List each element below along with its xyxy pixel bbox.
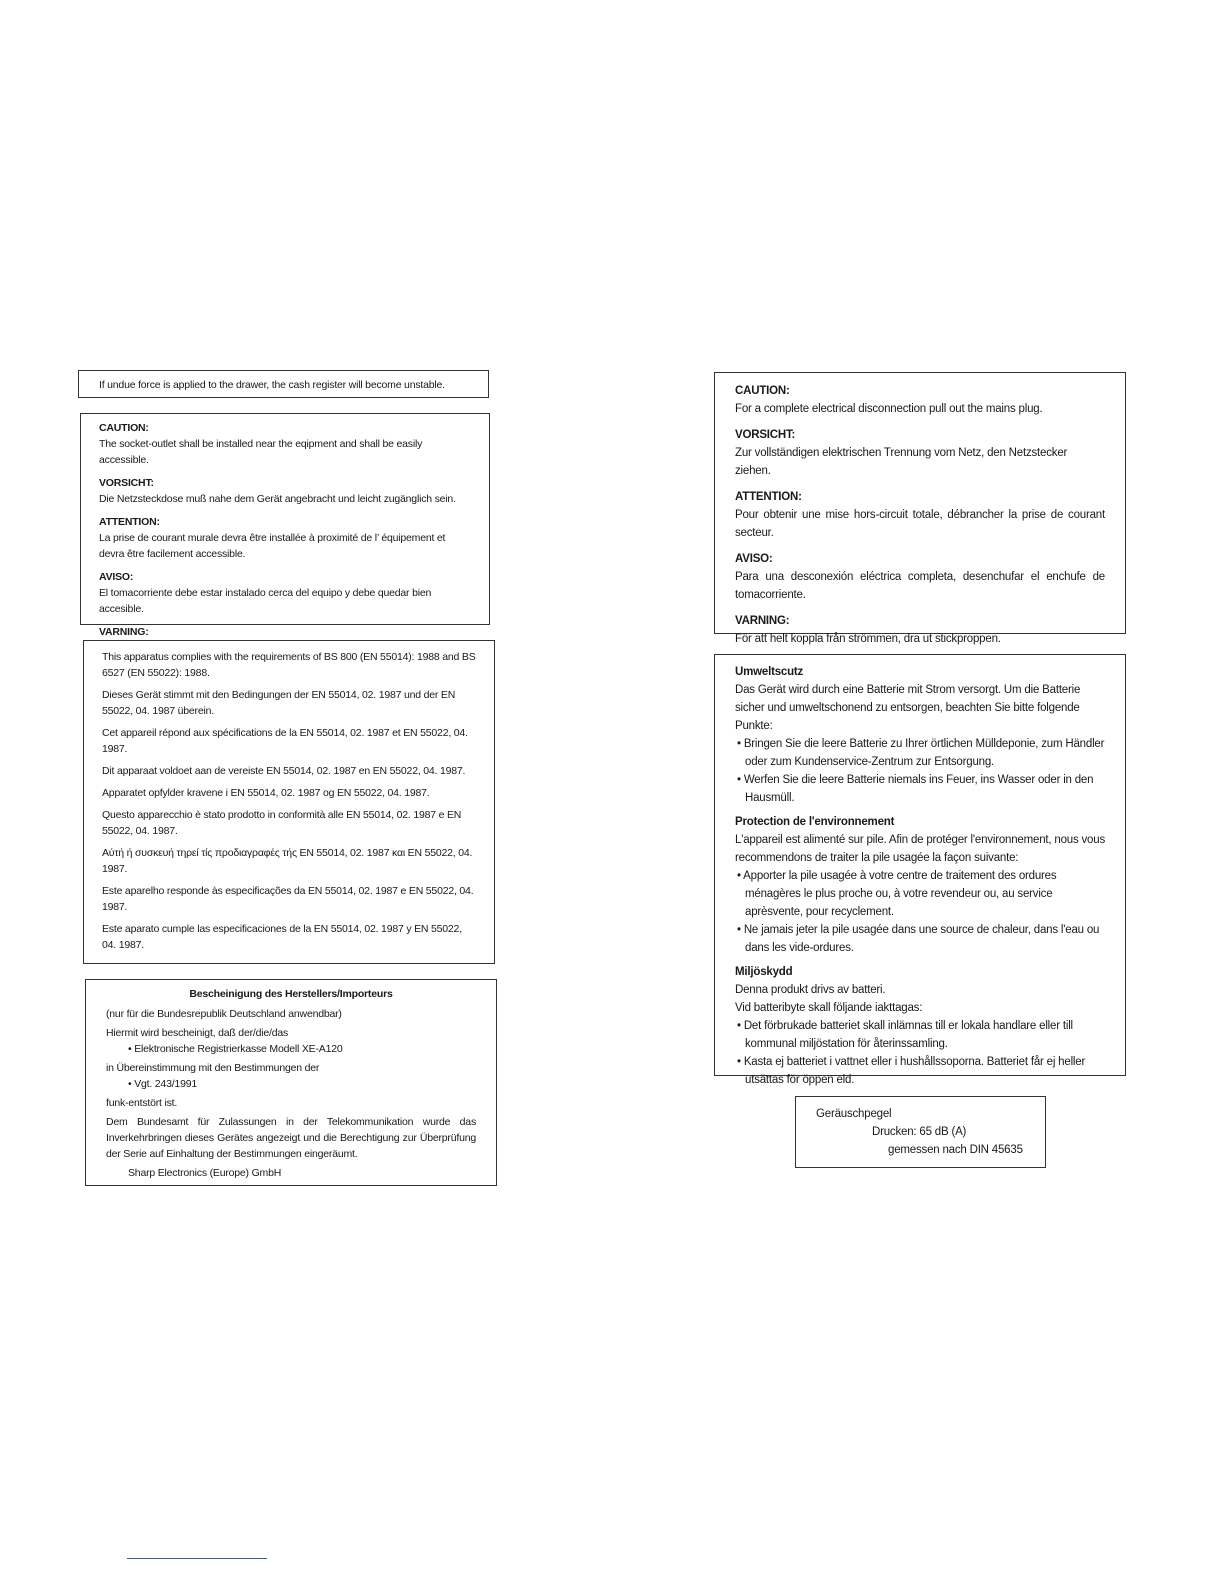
certificate-regulation: • Vgt. 243/1991 xyxy=(128,1078,197,1090)
certificate-intro: Hiermit wird bescheinigt, daß der/die/das xyxy=(106,1027,289,1039)
warning-caution xyxy=(99,420,471,468)
warning-attention xyxy=(735,488,1105,542)
warning-text: La prise de courant murale devra être installée à proximité de l’ équipement et devra être facilement accessible. xyxy=(99,532,446,560)
noise-printing: Drucken: 65 dB (A) xyxy=(872,1126,967,1138)
certificate-scope: (nur für die Bundesrepublik Deutschland anwendbar) xyxy=(106,1008,342,1020)
certificate-company: Sharp Electronics (Europe) GmbH xyxy=(128,1167,282,1179)
certificate-accordance: in Übereinstimmung mit den Bestimmungen der xyxy=(106,1062,320,1074)
warning-heading: CAUTION: xyxy=(735,385,790,397)
page-rule xyxy=(127,1558,267,1559)
certificate-box xyxy=(85,979,497,1186)
compliance-spanish: Este aparato cumple las especificaciones de la EN 55014, 02. 1987 y EN 55022, 04. 1987. xyxy=(102,923,462,951)
environment-text: L'appareil est alimenté sur pile. Afin de protéger l'environnement, nous vous recommendons de traiter la pile usagée la façon suivante: xyxy=(735,834,1105,864)
warning-text: Die Netzsteckdose muß nahe dem Gerät angebracht und leicht zugänglich sein. xyxy=(99,493,456,505)
warning-attention xyxy=(99,514,471,562)
compliance-portuguese: Este aparelho responde às especificações da EN 55014, 02. 1987 e EN 55022, 04. 1987. xyxy=(102,885,474,913)
warning-heading: VORSICHT: xyxy=(735,429,796,441)
environment-bullet: • Det förbrukade batteriet skall inlämnas till er lokala handlare eller till kommunal miljöstation för återinssamling. xyxy=(737,1020,1073,1050)
warning-heading: VARNING: xyxy=(99,626,149,638)
warning-text: The socket-outlet shall be installed near the eqipment and shall be easily accessible. xyxy=(99,438,423,466)
environment-bullet: • Kasta ej batteriet i vattnet eller i hushållssoporna. Batteriet får ej heller utsättas för öppen eld. xyxy=(737,1056,1086,1086)
warning-aviso xyxy=(99,569,471,617)
compliance-danish: Apparatet opfylder kravene i EN 55014, 02. 1987 og EN 55022, 04. 1987. xyxy=(102,787,430,799)
environment-german xyxy=(735,663,1105,807)
compliance-english: This apparatus complies with the requirements of BS 800 (EN 55014): 1988 and BS 6527 (EN 55022): 1988. xyxy=(102,651,476,679)
compliance-dutch: Dit apparaat voldoet aan de vereiste EN 55014, 02. 1987 en EN 55022, 04. 1987. xyxy=(102,765,466,777)
warning-text: För att helt koppla från strömmen, dra ut stickproppen. xyxy=(735,633,1001,645)
drawer-notice: If undue force is applied to the drawer, the cash register will become unstable. xyxy=(99,379,445,391)
environment-box xyxy=(714,654,1126,1086)
certificate-authority: Dem Bundesamt für Zulassungen in der Telekommunikation wurde das Inverkehrbringen dieses Gerätes angezeigt und die Berechtigung zur Überprüfung der Serie auf Einhaltung der Bestimmungen eingeräumt. xyxy=(106,1116,476,1160)
compliance-italian: Questo apparecchio è stato prodotto in conformità alle EN 55014, 02. 1987 e EN 55022, 04. 1987. xyxy=(102,809,462,837)
warning-text: For a complete electrical disconnection pull out the mains plug. xyxy=(735,403,1043,415)
compliance-box xyxy=(83,640,495,964)
warning-heading: VARNING: xyxy=(735,615,790,627)
warning-caution xyxy=(735,382,1105,418)
certificate-device: • Elektronische Registrierkasse Modell XE-A120 xyxy=(128,1043,343,1055)
warning-text: Para una desconexión eléctrica completa, desenchufar el enchufe de tomacorriente. xyxy=(735,571,1105,601)
certificate-suppressed: funk-entstört ist. xyxy=(106,1097,178,1109)
compliance-greek: Αύτή ή συσκευή τηρεί τίς προδιαγραφές τής EN 55014, 02. 1987 και EN 55022, 04. 1987. xyxy=(102,847,473,875)
warning-text: Zur vollständigen elektrischen Trennung vom Netz, den Netzstecker ziehen. xyxy=(735,447,1068,477)
noise-level-box xyxy=(795,1096,1046,1168)
environment-french xyxy=(735,813,1105,957)
environment-bullet: • Werfen Sie die leere Batterie niemals ins Feuer, ins Wasser oder in den Hausmüll. xyxy=(737,774,1094,804)
warning-varning xyxy=(735,612,1105,648)
warning-vorsicht xyxy=(735,426,1105,480)
environment-heading: Umweltscutz xyxy=(735,666,804,678)
warning-vorsicht xyxy=(99,475,471,507)
noise-label: Geräuschpegel xyxy=(816,1108,892,1120)
compliance-french: Cet appareil répond aux spécifications de la EN 55014, 02. 1987 et EN 55022, 04. 1987. xyxy=(102,727,468,755)
warning-heading: AVISO: xyxy=(735,553,773,565)
warning-text: Pour obtenir une mise hors-circuit totale, débrancher la prise de courant secteur. xyxy=(735,509,1105,539)
disconnect-warnings-box xyxy=(714,372,1126,645)
drawer-notice-box xyxy=(78,370,489,398)
environment-heading: Miljöskydd xyxy=(735,966,793,978)
warning-heading: CAUTION: xyxy=(99,422,149,434)
environment-bullet: • Bringen Sie die leere Batterie zu Ihrer örtlichen Mülldeponie, zum Händler oder zum Kundenservice-Zentrum zur Entsorgung. xyxy=(737,738,1105,768)
environment-swedish xyxy=(735,963,1105,1089)
warning-text: El tomacorriente debe estar instalado cerca del equipo y debe quedar bien accesible. xyxy=(99,587,432,615)
warning-heading: ATTENTION: xyxy=(735,491,802,503)
environment-text: Das Gerät wird durch eine Batterie mit Strom versorgt. Um die Batterie sicher und umweltschonend zu entsorgen, beachten Sie bitte folgende Punkte: xyxy=(735,684,1081,732)
noise-measured: gemessen nach DIN 45635 xyxy=(888,1144,1023,1156)
warning-heading: ATTENTION: xyxy=(99,516,160,528)
environment-text: Denna produkt drivs av batteri. xyxy=(735,984,886,996)
warning-heading: VORSICHT: xyxy=(99,477,154,489)
warning-heading: AVISO: xyxy=(99,571,134,583)
environment-heading: Protection de l'environnement xyxy=(735,816,895,828)
environment-text: Vid batteribyte skall följande iakttagas: xyxy=(735,1002,923,1014)
warning-aviso xyxy=(735,550,1105,604)
environment-bullet: • Apporter la pile usagée à votre centre de traitement des ordures ménagères le plus proche ou, à votre revendeur ou, au service aprèsvente, pour recyclement. xyxy=(737,870,1057,918)
compliance-german: Dieses Gerät stimmt mit den Bedingungen der EN 55014, 02. 1987 und der EN 55022, 04. 1987 überein. xyxy=(102,689,456,717)
environment-bullet: • Ne jamais jeter la pile usagée dans une source de chaleur, dans l'eau ou dans les vide-ordures. xyxy=(737,924,1100,954)
certificate-title: Bescheinigung des Herstellers/Importeurs xyxy=(189,988,393,1000)
socket-warnings-box xyxy=(80,413,490,638)
